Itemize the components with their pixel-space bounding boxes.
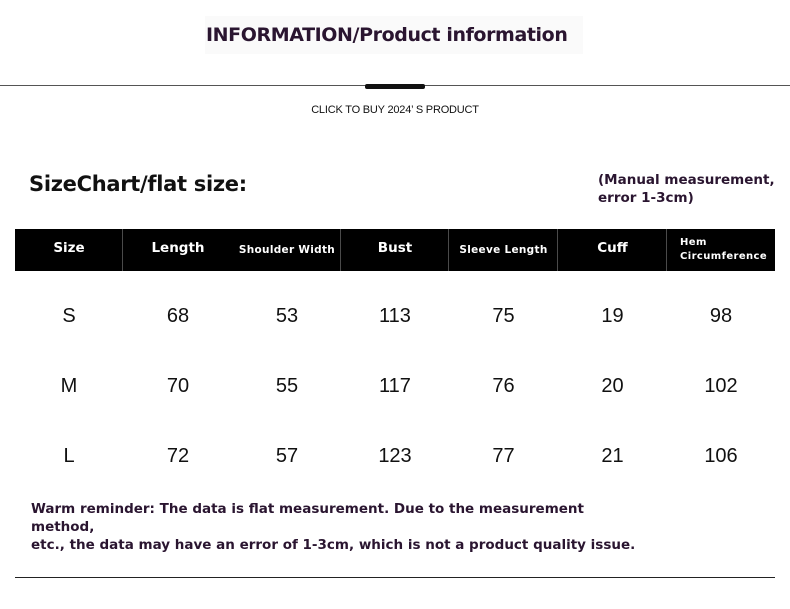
length-cell: 68 (166, 304, 190, 327)
bust-cell: 113 (379, 304, 411, 327)
column-header-hem-line: Circumference (680, 251, 768, 262)
column-header-sleeve-length: Sleeve Length (449, 229, 558, 271)
hem-circumference-cell: 98 (709, 304, 733, 327)
size-chart-heading: SizeChart/flat size: (29, 172, 247, 196)
page-title: INFORMATION/Product information (205, 16, 583, 54)
measurement-note (598, 171, 783, 207)
cuff-cell: 19 (601, 304, 624, 327)
table-row (15, 351, 775, 421)
warm-reminder-line: Warm reminder: The data is flat measurement. Due to the measurement method, (31, 501, 584, 535)
warm-reminder-line: etc., the data may have an error of 1-3cm, which is not a product quality issue. (31, 537, 636, 553)
bust-cell: 117 (379, 374, 411, 397)
measurement-note-line: error 1-3cm) (598, 190, 694, 206)
length-cell: 72 (166, 444, 190, 467)
warm-reminder (31, 500, 651, 554)
sleeve-length-cell: 77 (492, 444, 515, 467)
column-header-length: Length (151, 240, 205, 256)
length-cell: 70 (166, 374, 190, 397)
shoulder-width-cell: 53 (275, 304, 299, 327)
size-table-body (15, 281, 775, 491)
bust-cell: 123 (378, 444, 412, 467)
column-header-shoulder-width: Shoulder Width (233, 229, 341, 271)
divider-accent (365, 84, 425, 89)
column-header-hem-circumference (667, 229, 775, 271)
column-header-hem-line: Hem (680, 237, 707, 248)
shoulder-width-cell: 55 (275, 374, 299, 397)
shoulder-width-cell: 57 (275, 444, 299, 467)
size-table-header (15, 229, 775, 271)
sleeve-length-cell: 76 (492, 374, 515, 397)
cuff-cell: 20 (601, 374, 624, 397)
size-cell: L (63, 444, 75, 467)
column-header-bust: Bust (341, 229, 449, 271)
size-cell: S (62, 304, 76, 327)
column-header-cuff: Cuff (558, 229, 667, 271)
table-row (15, 421, 775, 491)
size-cell: M (60, 374, 78, 397)
measurement-note-line: (Manual measurement, (598, 172, 775, 188)
sleeve-length-cell: 75 (492, 304, 515, 327)
hem-circumference-cell: 102 (704, 374, 738, 397)
divider (15, 577, 775, 578)
hem-circumference-cell: 106 (704, 444, 738, 467)
buy-link[interactable]: CLICK TO BUY 2024’ S PRODUCT (311, 104, 479, 116)
cuff-cell: 21 (601, 444, 624, 467)
column-header-size: Size (15, 229, 123, 271)
table-row (15, 281, 775, 351)
